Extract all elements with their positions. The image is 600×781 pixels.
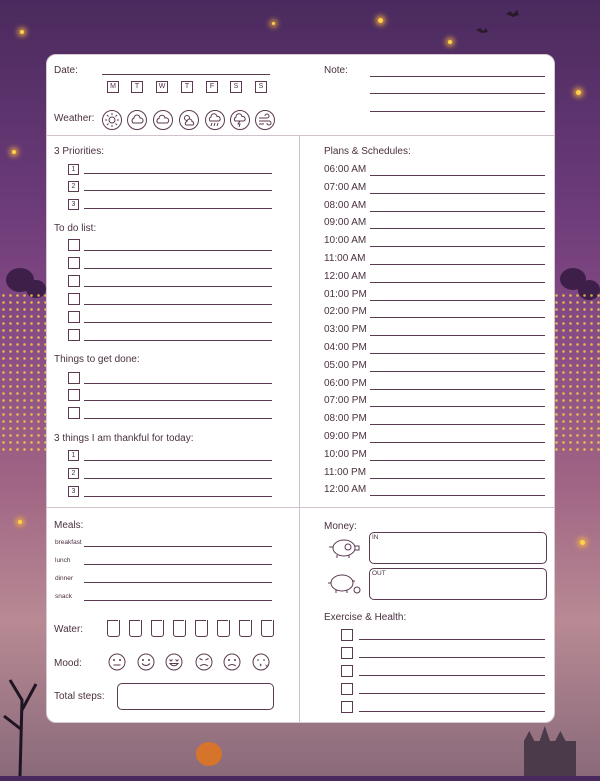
divider (299, 135, 300, 507)
planner-sheet (46, 54, 555, 723)
thankful-number: 1 (68, 450, 79, 461)
schedule-line[interactable] (370, 193, 545, 194)
divider (47, 507, 554, 508)
schedule-line[interactable] (370, 424, 545, 425)
neutral-face-icon[interactable] (108, 653, 126, 671)
exercise-checkbox[interactable] (341, 629, 353, 641)
todo-line[interactable] (84, 250, 272, 251)
priority-number: 2 (68, 181, 79, 192)
meal-label-snack: snack (55, 593, 72, 600)
schedule-time-label: 04:00 PM (324, 342, 367, 353)
schedule-time-label: 03:00 PM (324, 324, 367, 336)
schedule-line[interactable] (370, 371, 545, 372)
schedule-line[interactable] (370, 460, 545, 461)
priority-line[interactable] (84, 190, 272, 191)
schedule-line[interactable] (370, 389, 545, 390)
kiss-face-icon[interactable] (252, 653, 270, 671)
water-glass-icon[interactable] (239, 620, 252, 637)
water-glass-icon[interactable] (107, 620, 120, 637)
things-checkbox[interactable] (68, 372, 80, 384)
steps-label: Total steps: (54, 691, 105, 702)
sparkle-icon (12, 150, 16, 154)
things-line[interactable] (84, 383, 272, 384)
day-box-t2[interactable]: T (181, 81, 193, 93)
schedule-line[interactable] (370, 317, 545, 318)
todo-checkbox[interactable] (68, 293, 80, 305)
sun-cloud-icon[interactable] (179, 110, 199, 130)
schedule-line[interactable] (370, 175, 545, 176)
sparkle-icon (378, 18, 383, 23)
meal-line[interactable] (84, 582, 272, 583)
schedule-line[interactable] (370, 353, 545, 354)
love-face-icon[interactable] (165, 653, 183, 671)
schedule-line[interactable] (370, 246, 545, 247)
water-glass-icon[interactable] (261, 620, 274, 637)
schedule-time-label: 10:00 PM (324, 448, 367, 460)
meal-label-dinner: dinner (55, 575, 74, 582)
thankful-number: 2 (68, 468, 79, 479)
cloud-icon[interactable] (153, 110, 173, 130)
exercise-title: Exercise & Health: (324, 612, 407, 623)
things-checkbox[interactable] (68, 389, 80, 401)
todo-line[interactable] (84, 304, 272, 305)
money-in-box[interactable] (369, 532, 547, 564)
schedule-line[interactable] (370, 495, 545, 496)
todo-line[interactable] (84, 322, 272, 323)
exercise-line[interactable] (359, 675, 545, 676)
things-line[interactable] (84, 400, 272, 401)
exercise-checkbox[interactable] (341, 665, 353, 677)
things-line[interactable] (84, 418, 272, 419)
thankful-line[interactable] (84, 478, 272, 479)
weather-label: Weather: (54, 113, 95, 124)
schedule-line[interactable] (370, 228, 545, 229)
priority-number: 3 (68, 199, 79, 210)
wind-icon[interactable] (255, 110, 275, 130)
exercise-line[interactable] (359, 711, 545, 712)
plans-title: Plans & Schedules: (324, 146, 411, 157)
schedule-line[interactable] (370, 478, 545, 479)
schedule-time-label: 11:00 AM (324, 253, 366, 264)
castle-icon (524, 726, 576, 776)
schedule-time-label: 09:00 PM (324, 431, 367, 442)
sun-icon[interactable] (102, 110, 122, 130)
sparkle-icon (272, 22, 275, 25)
priority-number: 1 (68, 164, 79, 175)
todo-checkbox[interactable] (68, 311, 80, 323)
water-glass-icon[interactable] (129, 620, 142, 637)
thankful-line[interactable] (84, 460, 272, 461)
priority-line[interactable] (84, 208, 272, 209)
lights-pattern (553, 292, 600, 452)
water-glass-icon[interactable] (217, 620, 230, 637)
todo-line[interactable] (84, 286, 272, 287)
water-label: Water: (54, 624, 84, 635)
schedule-line[interactable] (370, 442, 545, 443)
sparkle-icon (576, 90, 581, 95)
schedule-time-label: 02:00 PM (324, 306, 367, 318)
partly-cloudy-icon[interactable] (127, 110, 147, 130)
money-out-label: OUT (372, 570, 386, 577)
day-box-f[interactable]: F (206, 81, 218, 93)
divider (299, 507, 300, 722)
steps-input[interactable] (117, 683, 274, 710)
schedule-time-label: 05:00 PM (324, 359, 367, 371)
schedule-line[interactable] (370, 211, 545, 212)
water-glass-icon[interactable] (195, 620, 208, 637)
meal-label-breakfast: breakfast (55, 539, 82, 546)
money-out-box[interactable] (369, 568, 547, 600)
tree-icon (0, 640, 46, 776)
exercise-line[interactable] (359, 639, 545, 640)
schedule-time-label: 10:00 AM (324, 235, 367, 247)
piggy-bank-out-icon (327, 573, 361, 595)
sparkle-icon (580, 540, 585, 545)
todo-checkbox[interactable] (68, 257, 80, 269)
note-label: Note: (324, 65, 348, 76)
meal-label-lunch: lunch (55, 557, 71, 564)
sparkle-icon (20, 30, 24, 34)
sad-face-icon[interactable] (223, 653, 241, 671)
piggy-bank-in-icon (327, 537, 361, 559)
date-input-line[interactable] (102, 74, 270, 75)
water-glass-icon[interactable] (173, 620, 186, 637)
note-line[interactable] (370, 76, 545, 77)
thankful-line[interactable] (84, 496, 272, 497)
rain-icon[interactable] (205, 110, 225, 130)
todo-line[interactable] (84, 340, 272, 341)
money-in-label: IN (372, 534, 379, 541)
priority-line[interactable] (84, 173, 272, 174)
meal-line[interactable] (84, 600, 272, 601)
storm-icon[interactable] (230, 110, 250, 130)
happy-face-icon[interactable] (137, 653, 155, 671)
meals-title: Meals: (54, 520, 84, 531)
day-box-s2[interactable]: S (255, 81, 267, 93)
schedule-line[interactable] (370, 264, 545, 265)
money-title: Money: (324, 521, 357, 532)
schedule-time-label: 11:00 PM (324, 466, 367, 478)
day-box-m[interactable]: M (107, 81, 119, 93)
schedule-time-label: 08:00 PM (324, 413, 367, 425)
day-box-t[interactable]: T (131, 81, 143, 93)
things-title: Things to get done: (54, 354, 140, 365)
schedule-line[interactable] (370, 406, 545, 407)
schedule-time-label: 01:00 PM (324, 288, 367, 300)
meal-line[interactable] (84, 546, 272, 547)
meal-line[interactable] (84, 564, 272, 565)
date-label: Date: (54, 65, 78, 76)
things-checkbox[interactable] (68, 407, 80, 419)
todo-line[interactable] (84, 268, 272, 269)
exercise-checkbox[interactable] (341, 701, 353, 713)
schedule-time-label: 12:00 AM (324, 270, 367, 282)
thankful-number: 3 (68, 486, 79, 497)
pumpkin-icon (196, 742, 222, 766)
exercise-checkbox[interactable] (341, 647, 353, 659)
note-line[interactable] (370, 111, 545, 112)
thankful-title: 3 things I am thankful for today: (54, 433, 194, 444)
mood-label: Mood: (54, 658, 82, 669)
exercise-line[interactable] (359, 657, 545, 658)
todo-checkbox[interactable] (68, 275, 80, 287)
schedule-time-label: 08:00 AM (324, 199, 367, 211)
sparkle-icon (448, 40, 452, 44)
schedule-line[interactable] (370, 282, 545, 283)
schedule-time-label: 06:00 PM (324, 377, 367, 389)
divider (47, 135, 554, 136)
schedule-time-label: 12:00 AM (324, 484, 367, 496)
todo-title: To do list: (54, 223, 97, 234)
schedule-time-label: 07:00 AM (324, 181, 367, 193)
schedule-time-label: 09:00 AM (324, 217, 367, 229)
day-box-w[interactable]: W (156, 81, 168, 93)
water-glass-icon[interactable] (151, 620, 164, 637)
exercise-checkbox[interactable] (341, 683, 353, 695)
schedule-time-label: 06:00 AM (324, 164, 367, 175)
todo-checkbox[interactable] (68, 239, 80, 251)
schedule-time-label: 07:00 PM (324, 395, 367, 407)
sparkle-icon (18, 520, 22, 524)
todo-checkbox[interactable] (68, 329, 80, 341)
priorities-title: 3 Priorities: (54, 146, 105, 157)
schedule-line[interactable] (370, 335, 545, 336)
exercise-line[interactable] (359, 693, 545, 694)
lights-pattern (0, 292, 46, 452)
moon-icon (458, 0, 528, 46)
angry-face-icon[interactable] (195, 653, 213, 671)
note-line[interactable] (370, 93, 545, 94)
schedule-line[interactable] (370, 300, 545, 301)
day-box-s[interactable]: S (230, 81, 242, 93)
